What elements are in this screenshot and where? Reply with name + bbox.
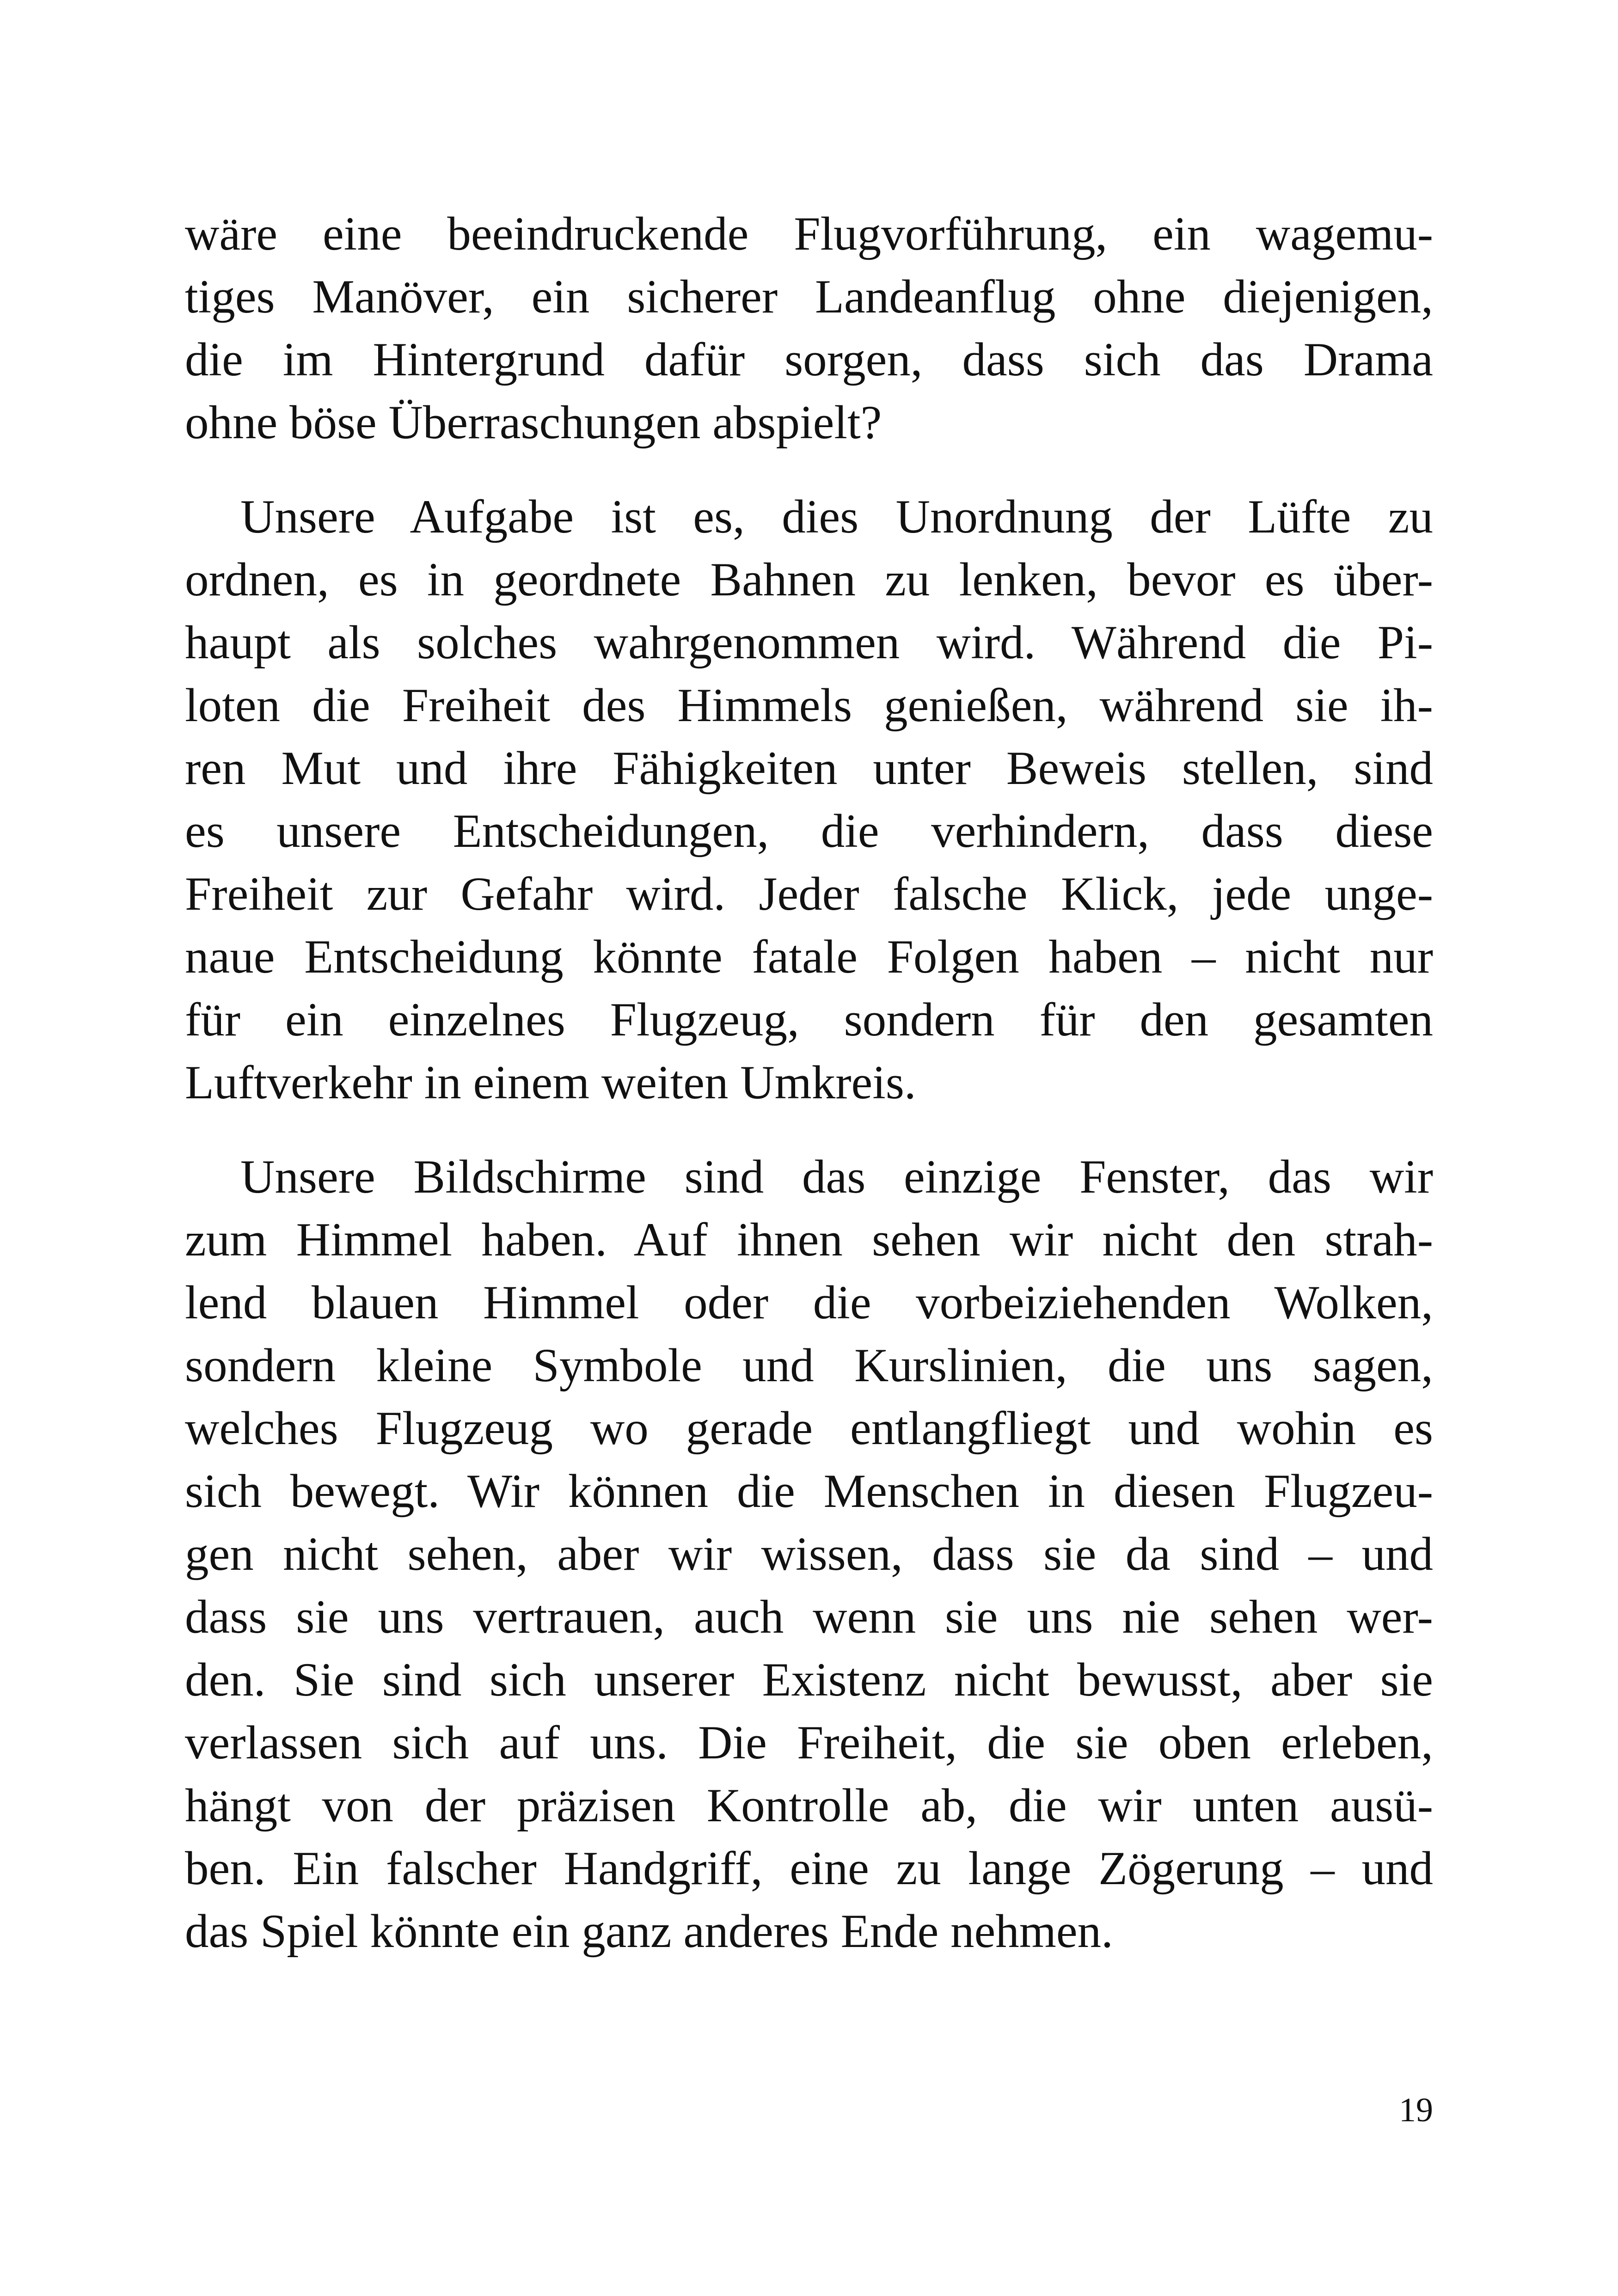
text-line: verlassen sich auf uns. Die Freiheit, die sie oben erleben, [185,1716,1433,1769]
text-line: die im Hintergrund dafür sorgen, dass sich das Drama [185,333,1433,386]
text-line: wäre eine beeindruckende Flugvorführung, ein wagemu- [185,208,1433,260]
text-line: naue Entscheidung könnte fatale Folgen haben – nicht nur [185,931,1433,983]
text-line: ben. Ein falscher Handgriff, eine zu lange Zögerung – und [185,1842,1433,1895]
text-line: hängt von der präzisen Kontrolle ab, die wir unten ausü- [185,1779,1433,1832]
text-line: zum Himmel haben. Auf ihnen sehen wir nicht den strah- [185,1213,1433,1266]
text-line: haupt als solches wahrgenommen wird. Während die Pi- [185,616,1433,669]
text-line: gen nicht sehen, aber wir wissen, dass sie da sind – und [185,1528,1433,1580]
paragraph-3 [185,1145,1433,1963]
text-line: Freiheit zur Gefahr wird. Jeder falsche Klick, jede unge- [185,868,1433,920]
text-line: ren Mut und ihre Fähigkeiten unter Beweis stellen, sind [185,742,1433,795]
text-line: den. Sie sind sich unserer Existenz nicht bewusst, aber sie [185,1653,1433,1706]
text-line: ordnen, es in geordnete Bahnen zu lenken, bevor es über- [185,553,1433,606]
text-line: Luftverkehr in einem weiten Umkreis. [185,1056,916,1109]
page-number: 19 [1399,2091,1433,2129]
body-text [185,202,1433,1963]
text-line: Unsere Bildschirme sind das einzige Fenster, das wir [240,1151,1433,1203]
text-line: welches Flugzeug wo gerade entlangfliegt und wohin es [185,1402,1433,1455]
text-line: das Spiel könnte ein ganz anderes Ende nehmen. [185,1905,1113,1958]
text-line: sich bewegt. Wir können die Menschen in diesen Flugzeu- [185,1465,1433,1518]
text-line: loten die Freiheit des Himmels genießen, während sie ih- [185,679,1433,732]
text-line: für ein einzelnes Flugzeug, sondern für den gesamten [185,993,1433,1046]
paragraph-2 [185,485,1433,1114]
text-line: dass sie uns vertrauen, auch wenn sie uns nie sehen wer- [185,1591,1433,1643]
text-line: Unsere Aufgabe ist es, dies Unordnung der Lüfte zu [240,490,1433,543]
text-line: es unsere Entscheidungen, die verhindern, dass diese [185,805,1433,857]
text-line: ohne böse Überraschungen abspielt? [185,396,882,449]
paragraph-1 [185,202,1433,454]
text-line: tiges Manöver, ein sicherer Landeanflug ohne diejenigen, [185,270,1433,323]
text-line: lend blauen Himmel oder die vorbeiziehenden Wolken, [185,1276,1433,1329]
text-line: sondern kleine Symbole und Kurslinien, die uns sagen, [185,1339,1433,1392]
